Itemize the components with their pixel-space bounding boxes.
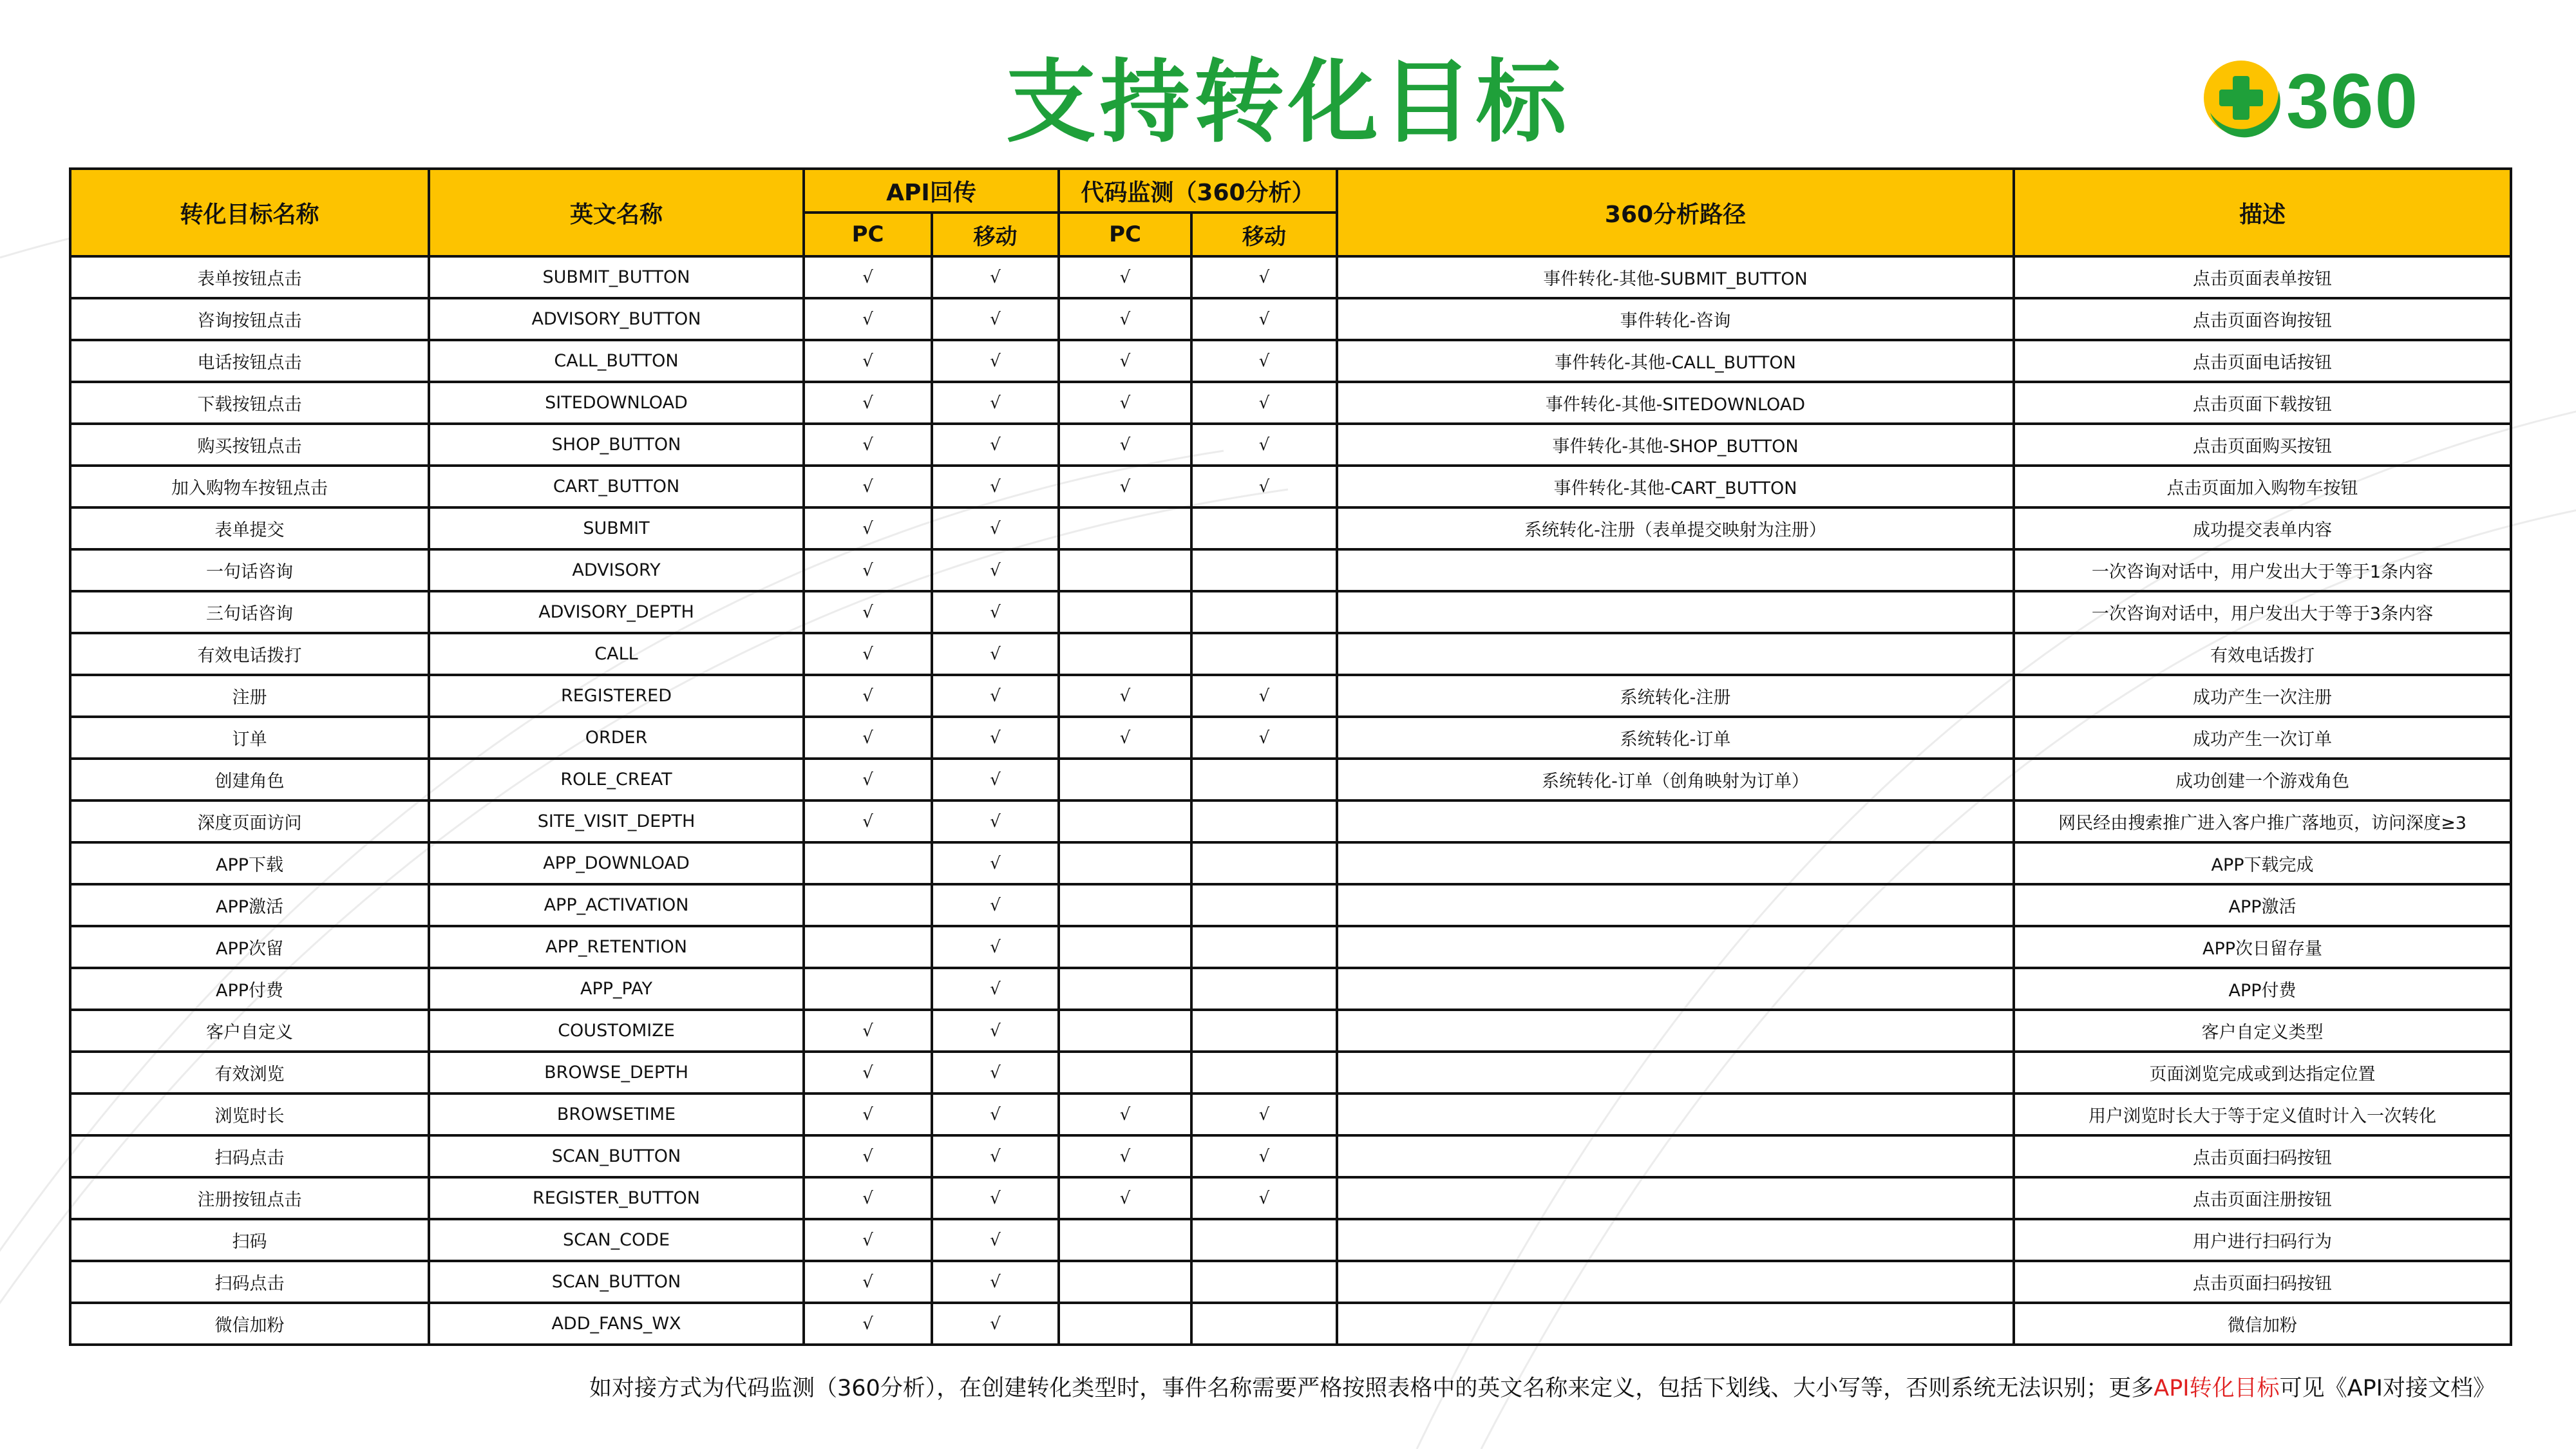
cell-desc: APP次日留存量 (2014, 926, 2511, 968)
cell-desc: 点击页面咨询按钮 (2014, 298, 2511, 340)
cell-api-pc: √ (804, 591, 932, 633)
cell-code-mobile (1191, 759, 1337, 800)
cell-name: 电话按钮点击 (70, 340, 429, 382)
conversion-table (69, 167, 2512, 1346)
cell-api-pc (804, 884, 932, 926)
cell-desc: 点击页面下载按钮 (2014, 382, 2511, 424)
cell-api-pc: √ (804, 549, 932, 591)
cell-english: SUBMIT_BUTTON (429, 256, 804, 298)
cell-api-mobile: √ (932, 1094, 1059, 1135)
cell-path: 事件转化-其他-CART_BUTTON (1337, 466, 2014, 507)
table-row (70, 800, 2511, 842)
cell-path (1337, 968, 2014, 1010)
cell-english: APP_ACTIVATION (429, 884, 804, 926)
cell-code-mobile: √ (1191, 717, 1337, 759)
cell-code-pc (1059, 1052, 1191, 1094)
cell-code-pc: √ (1059, 340, 1191, 382)
cell-api-pc: √ (804, 1177, 932, 1219)
cell-code-pc: √ (1059, 424, 1191, 466)
cell-path (1337, 926, 2014, 968)
cell-english: ORDER (429, 717, 804, 759)
cell-english: APP_RETENTION (429, 926, 804, 968)
cell-code-pc (1059, 1261, 1191, 1303)
cell-name: 创建角色 (70, 759, 429, 800)
cell-path (1337, 800, 2014, 842)
cell-desc: APP激活 (2014, 884, 2511, 926)
table-row (70, 926, 2511, 968)
cell-english: CART_BUTTON (429, 466, 804, 507)
cell-code-mobile: √ (1191, 675, 1337, 717)
cell-code-pc: √ (1059, 466, 1191, 507)
table-row (70, 256, 2511, 298)
cell-code-mobile: √ (1191, 424, 1337, 466)
cell-desc: 有效电话拨打 (2014, 633, 2511, 675)
cell-api-mobile: √ (932, 507, 1059, 549)
cell-name: 加入购物车按钮点击 (70, 466, 429, 507)
cell-path (1337, 633, 2014, 675)
cell-api-pc: √ (804, 466, 932, 507)
table-row (70, 633, 2511, 675)
cell-name: APP下载 (70, 842, 429, 884)
table-row (70, 382, 2511, 424)
cell-code-mobile: √ (1191, 1177, 1337, 1219)
cell-api-mobile: √ (932, 340, 1059, 382)
cell-path (1337, 842, 2014, 884)
cell-desc: 成功产生一次订单 (2014, 717, 2511, 759)
logo-text: 360 (2286, 58, 2420, 144)
cell-desc: APP付费 (2014, 968, 2511, 1010)
cell-api-pc: √ (804, 800, 932, 842)
cell-desc: 成功创建一个游戏角色 (2014, 759, 2511, 800)
page-title: 支持转化目标 (1005, 50, 1570, 155)
table-row (70, 1052, 2511, 1094)
cell-name: 微信加粉 (70, 1303, 429, 1345)
cell-path: 事件转化-其他-SUBMIT_BUTTON (1337, 256, 2014, 298)
cell-english: APP_DOWNLOAD (429, 842, 804, 884)
cell-code-mobile: √ (1191, 298, 1337, 340)
cell-api-mobile: √ (932, 1219, 1059, 1261)
table-row (70, 759, 2511, 800)
cell-desc: 一次咨询对话中，用户发出大于等于1条内容 (2014, 549, 2511, 591)
cell-english: COUSTOMIZE (429, 1010, 804, 1052)
cell-code-mobile (1191, 968, 1337, 1010)
cell-api-mobile: √ (932, 800, 1059, 842)
cell-code-pc (1059, 633, 1191, 675)
cell-path (1337, 1010, 2014, 1052)
cell-path (1337, 591, 2014, 633)
cell-name: 注册按钮点击 (70, 1177, 429, 1219)
cell-code-pc (1059, 1303, 1191, 1345)
cell-english: REGISTER_BUTTON (429, 1177, 804, 1219)
cell-api-mobile: √ (932, 424, 1059, 466)
cell-code-pc: √ (1059, 675, 1191, 717)
table-row (70, 424, 2511, 466)
cell-desc: 一次咨询对话中，用户发出大于等于3条内容 (2014, 591, 2511, 633)
table-row (70, 675, 2511, 717)
cell-desc: 微信加粉 (2014, 1303, 2511, 1345)
cell-code-pc: √ (1059, 1177, 1191, 1219)
cell-english: SCAN_BUTTON (429, 1135, 804, 1177)
cell-name: 有效浏览 (70, 1052, 429, 1094)
cell-code-pc (1059, 1219, 1191, 1261)
cell-desc: 点击页面购买按钮 (2014, 424, 2511, 466)
header-code-group: 代码监测（360分析） (1059, 169, 1337, 213)
header-api-pc: PC (804, 213, 932, 256)
cell-path: 系统转化-注册（表单提交映射为注册） (1337, 507, 2014, 549)
cell-english: REGISTERED (429, 675, 804, 717)
table-row (70, 1135, 2511, 1177)
cell-english: ROLE_CREAT (429, 759, 804, 800)
cell-api-pc: √ (804, 507, 932, 549)
cell-api-pc: √ (804, 298, 932, 340)
cell-english: ADD_FANS_WX (429, 1303, 804, 1345)
cell-desc: 点击页面加入购物车按钮 (2014, 466, 2511, 507)
cell-code-pc (1059, 1010, 1191, 1052)
cell-desc: APP下载完成 (2014, 842, 2511, 884)
cell-name: APP付费 (70, 968, 429, 1010)
cell-path (1337, 884, 2014, 926)
cell-path (1337, 1261, 2014, 1303)
cell-name: APP次留 (70, 926, 429, 968)
cell-english: APP_PAY (429, 968, 804, 1010)
header-desc: 描述 (2014, 169, 2511, 256)
cell-code-pc (1059, 926, 1191, 968)
cell-code-pc: √ (1059, 256, 1191, 298)
cell-desc: 点击页面扫码按钮 (2014, 1135, 2511, 1177)
cell-code-mobile: √ (1191, 1094, 1337, 1135)
cell-api-pc: √ (804, 1303, 932, 1345)
cell-name: 浏览时长 (70, 1094, 429, 1135)
cell-api-pc: √ (804, 1052, 932, 1094)
cell-code-mobile (1191, 842, 1337, 884)
cell-api-pc: √ (804, 759, 932, 800)
cell-code-mobile: √ (1191, 466, 1337, 507)
cell-code-pc (1059, 800, 1191, 842)
cell-name: 扫码点击 (70, 1135, 429, 1177)
cell-desc: 点击页面注册按钮 (2014, 1177, 2511, 1219)
cell-name: 订单 (70, 717, 429, 759)
cell-english: ADVISORY_BUTTON (429, 298, 804, 340)
footnote-doc-link: 可见《API对接文档》 (2279, 1376, 2496, 1401)
table-row (70, 842, 2511, 884)
header-code-pc: PC (1059, 213, 1191, 256)
cell-code-mobile (1191, 549, 1337, 591)
cell-code-pc (1059, 968, 1191, 1010)
cell-name: 三句话咨询 (70, 591, 429, 633)
cell-code-pc: √ (1059, 298, 1191, 340)
table-row (70, 968, 2511, 1010)
cell-api-pc (804, 968, 932, 1010)
cell-api-mobile: √ (932, 926, 1059, 968)
header-name: 转化目标名称 (70, 169, 429, 256)
cell-api-pc: √ (804, 717, 932, 759)
cell-name: 咨询按钮点击 (70, 298, 429, 340)
cell-code-mobile (1191, 633, 1337, 675)
table-row (70, 466, 2511, 507)
cell-english: CALL_BUTTON (429, 340, 804, 382)
cell-code-pc (1059, 884, 1191, 926)
cell-name: 有效电话拨打 (70, 633, 429, 675)
cell-english: CALL (429, 633, 804, 675)
cell-code-pc: √ (1059, 382, 1191, 424)
cell-path (1337, 1052, 2014, 1094)
cell-api-pc: √ (804, 340, 932, 382)
cell-code-mobile (1191, 1219, 1337, 1261)
cell-api-mobile: √ (932, 1261, 1059, 1303)
cell-api-pc: √ (804, 382, 932, 424)
cell-desc: 页面浏览完成或到达指定位置 (2014, 1052, 2511, 1094)
cell-english: SHOP_BUTTON (429, 424, 804, 466)
cell-desc: 点击页面表单按钮 (2014, 256, 2511, 298)
cell-path: 系统转化-订单（创角映射为订单） (1337, 759, 2014, 800)
cell-api-pc: √ (804, 256, 932, 298)
cell-name: 深度页面访问 (70, 800, 429, 842)
cell-code-pc (1059, 549, 1191, 591)
cell-desc: 成功产生一次注册 (2014, 675, 2511, 717)
header-path: 360分析路径 (1337, 169, 2014, 256)
cell-code-mobile (1191, 800, 1337, 842)
cell-path: 事件转化-其他-SHOP_BUTTON (1337, 424, 2014, 466)
cell-api-pc: √ (804, 675, 932, 717)
cell-name: 下载按钮点击 (70, 382, 429, 424)
cell-path (1337, 549, 2014, 591)
cell-api-mobile: √ (932, 1052, 1059, 1094)
cell-code-pc (1059, 759, 1191, 800)
footnote-highlight: API转化目标 (2154, 1376, 2280, 1401)
cell-name: 表单提交 (70, 507, 429, 549)
cell-code-mobile (1191, 884, 1337, 926)
cell-api-mobile: √ (932, 298, 1059, 340)
cell-desc: 用户进行扫码行为 (2014, 1219, 2511, 1261)
cell-path: 系统转化-订单 (1337, 717, 2014, 759)
cell-code-pc (1059, 507, 1191, 549)
table-body (70, 256, 2511, 1345)
cell-english: SITE_VISIT_DEPTH (429, 800, 804, 842)
cell-name: 表单按钮点击 (70, 256, 429, 298)
logo-360 (2196, 52, 2479, 148)
table-row (70, 1177, 2511, 1219)
cell-path (1337, 1177, 2014, 1219)
cell-path: 事件转化-咨询 (1337, 298, 2014, 340)
cell-name: 一句话咨询 (70, 549, 429, 591)
cell-name: 客户自定义 (70, 1010, 429, 1052)
cell-code-mobile: √ (1191, 256, 1337, 298)
table-row (70, 884, 2511, 926)
cell-code-pc (1059, 591, 1191, 633)
table-row (70, 549, 2511, 591)
cell-api-pc: √ (804, 1094, 932, 1135)
cell-path (1337, 1219, 2014, 1261)
cell-desc: 客户自定义类型 (2014, 1010, 2511, 1052)
table-row (70, 1261, 2511, 1303)
cell-code-mobile (1191, 591, 1337, 633)
cell-api-mobile: √ (932, 1177, 1059, 1219)
cell-api-pc: √ (804, 424, 932, 466)
cell-code-mobile (1191, 1052, 1337, 1094)
cell-api-mobile: √ (932, 382, 1059, 424)
cell-name: 扫码点击 (70, 1261, 429, 1303)
cell-api-mobile: √ (932, 1010, 1059, 1052)
cell-api-mobile: √ (932, 842, 1059, 884)
cell-code-mobile (1191, 1261, 1337, 1303)
cell-api-mobile: √ (932, 256, 1059, 298)
cell-api-mobile: √ (932, 591, 1059, 633)
cell-api-mobile: √ (932, 549, 1059, 591)
table-row (70, 591, 2511, 633)
cell-api-mobile: √ (932, 717, 1059, 759)
cell-code-mobile (1191, 507, 1337, 549)
cell-english: ADVISORY_DEPTH (429, 591, 804, 633)
table-row (70, 717, 2511, 759)
cell-code-pc: √ (1059, 1094, 1191, 1135)
cell-english: BROWSE_DEPTH (429, 1052, 804, 1094)
cell-code-mobile: √ (1191, 340, 1337, 382)
cell-english: SCAN_BUTTON (429, 1261, 804, 1303)
cell-desc: 用户浏览时长大于等于定义值时计入一次转化 (2014, 1094, 2511, 1135)
table-row (70, 298, 2511, 340)
cell-desc: 点击页面扫码按钮 (2014, 1261, 2511, 1303)
cell-path (1337, 1135, 2014, 1177)
cell-api-mobile: √ (932, 759, 1059, 800)
cell-english: SUBMIT (429, 507, 804, 549)
cell-path (1337, 1303, 2014, 1345)
cell-api-mobile: √ (932, 1303, 1059, 1345)
header-code-mobile: 移动 (1191, 213, 1337, 256)
cell-name: 扫码 (70, 1219, 429, 1261)
cell-path: 事件转化-其他-SITEDOWNLOAD (1337, 382, 2014, 424)
cell-path (1337, 1094, 2014, 1135)
cell-code-mobile (1191, 1010, 1337, 1052)
cell-english: SCAN_CODE (429, 1219, 804, 1261)
cell-code-mobile (1191, 926, 1337, 968)
cell-name: 购买按钮点击 (70, 424, 429, 466)
cell-api-pc (804, 926, 932, 968)
table-row (70, 1010, 2511, 1052)
cell-desc: 成功提交表单内容 (2014, 507, 2511, 549)
cell-english: ADVISORY (429, 549, 804, 591)
cell-api-mobile: √ (932, 675, 1059, 717)
cell-api-pc: √ (804, 1135, 932, 1177)
cell-path: 系统转化-注册 (1337, 675, 2014, 717)
cell-api-mobile: √ (932, 466, 1059, 507)
cell-desc: 点击页面电话按钮 (2014, 340, 2511, 382)
cell-api-pc: √ (804, 1261, 932, 1303)
cell-api-pc: √ (804, 633, 932, 675)
header-api-mobile: 移动 (932, 213, 1059, 256)
table-row (70, 1219, 2511, 1261)
cell-code-pc: √ (1059, 1135, 1191, 1177)
cell-desc: 网民经由搜索推广进入客户推广落地页，访问深度≥3 (2014, 800, 2511, 842)
cell-code-mobile: √ (1191, 1135, 1337, 1177)
header-english: 英文名称 (429, 169, 804, 256)
cell-api-mobile: √ (932, 633, 1059, 675)
cell-english: SITEDOWNLOAD (429, 382, 804, 424)
cell-english: BROWSETIME (429, 1094, 804, 1135)
table-row (70, 1303, 2511, 1345)
footnote (589, 1370, 2496, 1403)
cell-api-mobile: √ (932, 1135, 1059, 1177)
cell-path: 事件转化-其他-CALL_BUTTON (1337, 340, 2014, 382)
table-row (70, 507, 2511, 549)
cell-api-pc: √ (804, 1219, 932, 1261)
cell-code-mobile: √ (1191, 382, 1337, 424)
table-row (70, 340, 2511, 382)
cell-api-mobile: √ (932, 884, 1059, 926)
cell-code-pc (1059, 842, 1191, 884)
header-api-group: API回传 (804, 169, 1059, 213)
cell-code-mobile (1191, 1303, 1337, 1345)
cell-name: 注册 (70, 675, 429, 717)
cell-name: APP激活 (70, 884, 429, 926)
cell-code-pc: √ (1059, 717, 1191, 759)
cell-api-mobile: √ (932, 968, 1059, 1010)
cell-api-pc: √ (804, 1010, 932, 1052)
cell-api-pc (804, 842, 932, 884)
table-row (70, 1094, 2511, 1135)
footnote-text: 如对接方式为代码监测（360分析），在创建转化类型时，事件名称需要严格按照表格中的英文名称来定义，包括下划线、大小写等，否则系统无法识别；更多 (589, 1376, 2154, 1401)
